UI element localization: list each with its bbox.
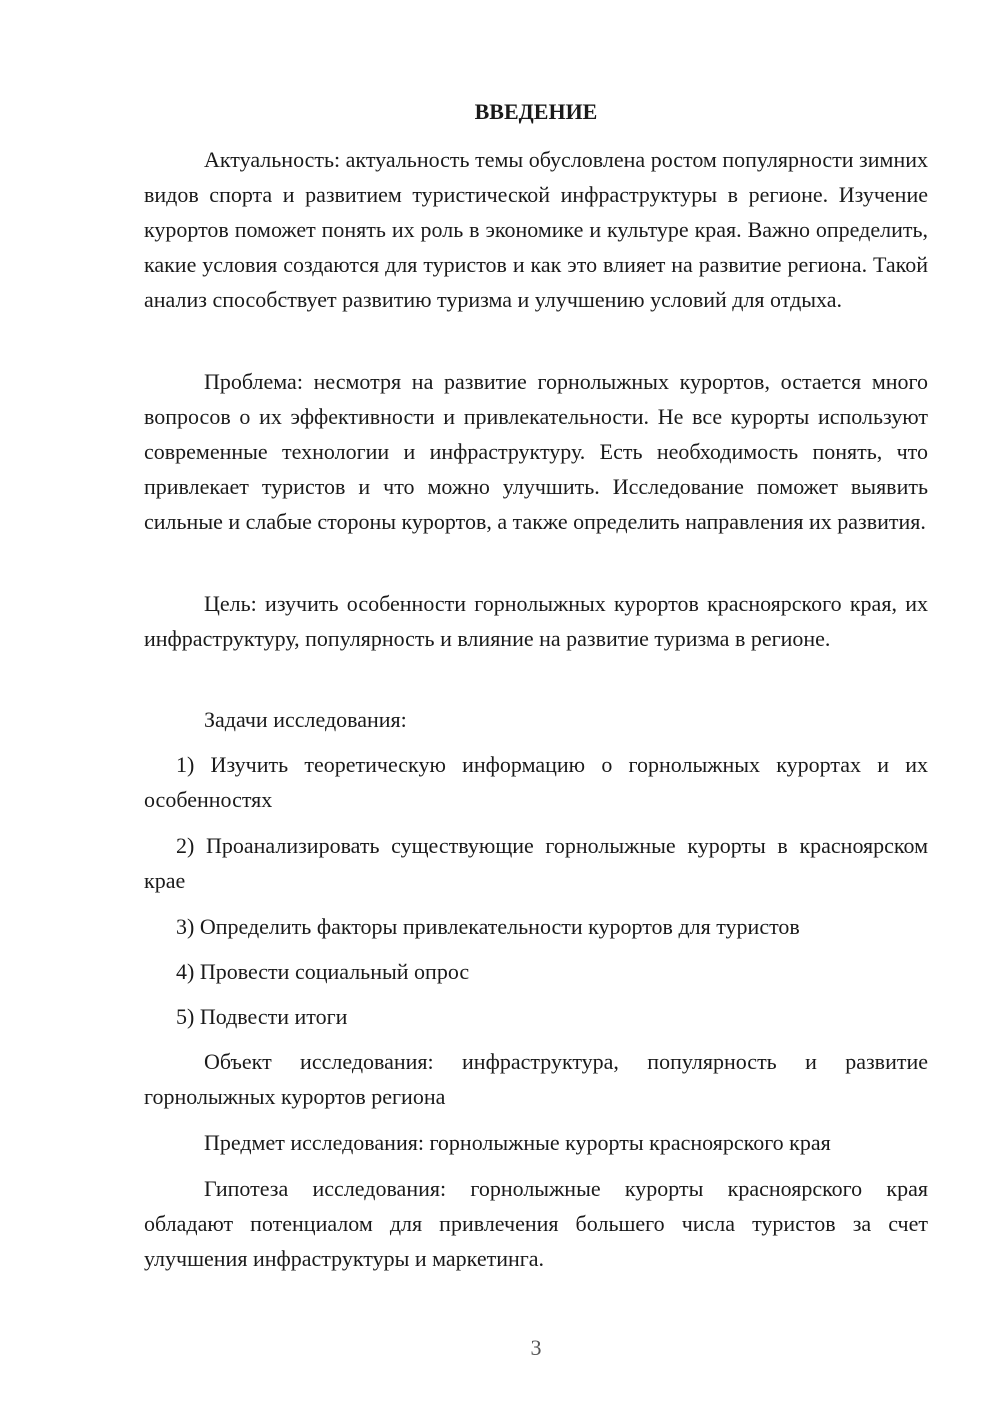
- tasks-title: Задачи исследования:: [204, 707, 407, 732]
- task-item-1: 1) Изучить теоретическую информацию о горнолыжных курортах и их особенностях: [144, 752, 928, 812]
- problem-paragraph: Проблема: несмотря на развитие горнолыжных курортов, остается много вопросов о их эффективности и привлекательности. Не все курорты используют современные технологии и инфраструктуру. Есть необходимость понять, что привлекает туристов и что можно улучшить. Исследование поможет выявить сильные и слабые стороны курортов, а также определить направления их развития.: [144, 369, 928, 534]
- goal-paragraph: Цель: изучить особенности горнолыжных курортов красноярского края, их инфраструктуру, популярность и влияние на развитие туризма в регионе.: [144, 591, 928, 651]
- task-item-2: 2) Проанализировать существующие горнолыжные курорты в красноярском крае: [144, 833, 928, 893]
- relevance-paragraph: Актуальность: актуальность темы обусловлена ростом популярности зимних видов спорта и развитием туристической инфраструктуры в регионе. Изучение курортов поможет понять их роль в экономике и культуре края. Важно определить, какие условия создаются для туристов и как это влияет на развитие региона. Такой анализ способствует развитию туризма и улучшению условий для отдыха.: [144, 147, 928, 312]
- page-number: 3: [530, 1335, 542, 1360]
- object-paragraph: Объект исследования: инфраструктура, популярность и развитие горнолыжных курортов региона: [144, 1049, 928, 1109]
- subject-paragraph: Предмет исследования: горнолыжные курорты красноярского края: [204, 1130, 831, 1155]
- hypothesis-paragraph: Гипотеза исследования: горнолыжные курорты красноярского края обладают потенциалом для привлечения большего числа туристов за счет улучшения инфраструктуры и маркетинга.: [144, 1176, 928, 1271]
- task-item-5: 5) Подвести итоги: [176, 1004, 348, 1029]
- task-item-4: 4) Провести социальный опрос: [176, 959, 470, 984]
- section-heading: ВВЕДЕНИЕ: [474, 99, 598, 124]
- task-item-3: 3) Определить факторы привлекательности курортов для туристов: [176, 914, 800, 939]
